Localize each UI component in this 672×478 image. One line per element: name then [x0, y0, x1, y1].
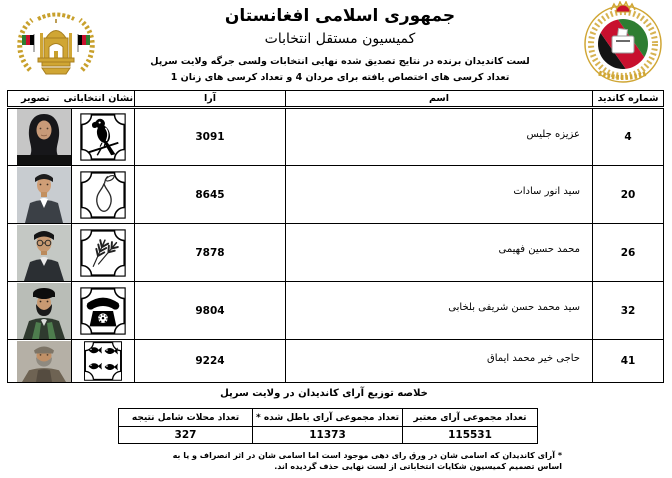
candidate-photo — [17, 225, 71, 281]
candidate-symbol-cell — [71, 224, 135, 282]
candidate-number: 20 — [593, 166, 664, 224]
candidate-votes: 3091 — [135, 108, 286, 166]
parrot-on-branch-icon — [80, 113, 126, 161]
results-description-line: لست کاندیدان برنده در نتایج تصدیق شده نهایی انتخابات ولسی جرگه ولایت سرپل — [150, 56, 530, 67]
candidate-photo — [17, 109, 71, 165]
candidate-photo — [17, 283, 71, 339]
candidate-photo-cell — [8, 340, 72, 383]
candidate-name: محمد حسین فهیمی — [286, 224, 593, 282]
table-row — [8, 166, 664, 224]
page-title: جمهوری اسلامی افغانستان — [224, 6, 456, 26]
pear-icon — [80, 171, 126, 219]
header-candidate-number: شماره کاندید — [593, 91, 664, 108]
candidate-number: 26 — [593, 224, 664, 282]
candidate-photo-cell — [8, 166, 72, 224]
telephone-icon — [80, 287, 126, 335]
candidate-name: سید محمد حسن شریفی بلخابی — [286, 282, 593, 340]
candidate-votes: 9804 — [135, 282, 286, 340]
summary-values-row — [119, 427, 538, 444]
table-row — [8, 224, 664, 282]
header-symbol-photo — [8, 91, 135, 108]
candidate-name: عزیزه جلیس — [286, 108, 593, 166]
summary-valid-votes-value: 115531 — [403, 427, 538, 444]
summary-header-invalid-votes: تعداد مجموعی آرای باطل شده * — [253, 409, 403, 427]
candidate-symbol-cell — [71, 340, 135, 383]
candidate-name: سید انور سادات — [286, 166, 593, 224]
candidate-name: حاجی خیر محمد ایماق — [286, 340, 593, 383]
summary-table — [118, 408, 538, 444]
candidate-photo — [17, 341, 71, 382]
candidate-photo-cell — [8, 282, 72, 340]
summary-header-stations-included: تعداد محلات شامل نتیجه — [119, 409, 253, 427]
candidate-symbol-cell — [71, 166, 135, 224]
candidate-number: 32 — [593, 282, 664, 340]
footnote: * آرای کاندیدان که اسامی شان در ورق رای دهی موجود است اما اسامی شان در اثر انصراف و یا به اساس تصمیم کمیسیون شکایات انتخاباتی از لست نهایی حذف گردیده اند. — [172, 451, 562, 471]
candidate-photo-cell — [8, 108, 72, 166]
candidates-table — [7, 90, 664, 383]
header-symbol: نشان انتخاباتی — [63, 93, 134, 104]
summary-title: خلاصه توزیع آرای کاندیدان در ولایت سرپل — [220, 388, 428, 399]
summary-stations-included-value: 327 — [119, 427, 253, 444]
candidate-photo-cell — [8, 224, 72, 282]
table-header-row — [8, 91, 664, 108]
table-row — [8, 340, 664, 383]
iec-commission-logo-icon — [577, 1, 669, 85]
table-row — [8, 282, 664, 340]
summary-header-row — [119, 409, 538, 427]
candidate-number: 41 — [593, 340, 664, 383]
summary-header-valid-votes: تعداد مجموعی آرای معتبر — [403, 409, 538, 427]
header-name: اسم — [286, 91, 593, 108]
wheat-stalks-icon — [80, 229, 126, 277]
document-header — [105, 6, 575, 83]
summary-invalid-votes-value: 11373 — [253, 427, 403, 444]
candidate-symbol-cell — [71, 282, 135, 340]
afghanistan-national-emblem-icon — [12, 8, 100, 78]
header-votes: آرا — [135, 91, 286, 108]
header-photo: تصویر — [21, 93, 50, 104]
candidate-votes: 7878 — [135, 224, 286, 282]
candidate-number: 4 — [593, 108, 664, 166]
table-row — [8, 108, 664, 166]
candidate-symbol-cell — [71, 108, 135, 166]
four-fish-icon — [82, 341, 124, 381]
candidate-votes: 8645 — [135, 166, 286, 224]
candidate-votes: 9224 — [135, 340, 286, 383]
candidate-photo — [17, 167, 71, 223]
page-subtitle: کمیسیون مستقل انتخابات — [264, 31, 416, 47]
seats-allocation-line: تعداد کرسی های اختصاص یافته برای مردان 4 و تعداد کرسی های زنان 1 — [170, 72, 510, 83]
